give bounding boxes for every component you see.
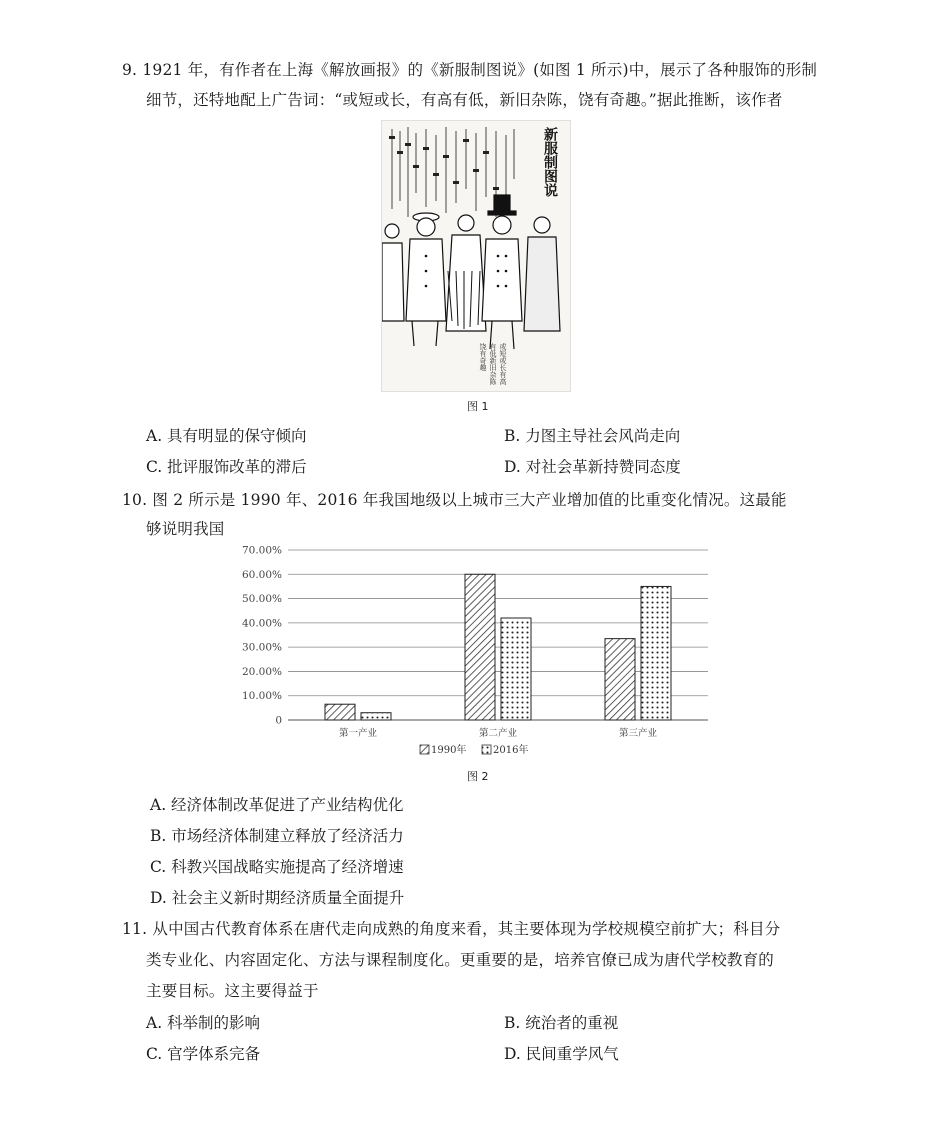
q11-stem-line3: 主要目标。这主要得益于: [146, 982, 319, 1000]
q11-option-a[interactable]: A. 科举制的影响: [146, 1014, 261, 1032]
bar-2016-3: [641, 586, 671, 720]
bar-2016-1: [361, 713, 391, 720]
figure-1-title: 新服制图说: [542, 127, 558, 197]
q10-option-b[interactable]: B. 市场经济体制建立释放了经济活力: [150, 827, 404, 845]
figure-1-caption: 图 1: [467, 400, 489, 413]
figure-2-caption: 图 2: [467, 770, 489, 783]
bar-2016-2: [501, 618, 531, 720]
legend-swatch-1990: [420, 745, 429, 754]
x-category-label: 第三产业: [618, 728, 658, 739]
legend-label-2016: 2016年: [493, 745, 529, 756]
q11-option-b[interactable]: B. 统治者的重视: [504, 1014, 619, 1032]
q10-stem-line2: 够说明我国: [146, 520, 225, 538]
y-tick-label: 30.00%: [241, 641, 282, 654]
q9-stem-line1: 9. 1921 年，有作者在上海《解放画报》的《新服制图说》(如图 1 所示)中，展示了各种服饰的形制: [122, 61, 818, 79]
q9-option-b[interactable]: B. 力图主导社会风尚走向: [504, 427, 681, 445]
q11-option-d[interactable]: D. 民间重学风气: [504, 1045, 619, 1063]
legend-label-1990: 1990年: [431, 745, 467, 756]
q10-option-a[interactable]: A. 经济体制改革促进了产业结构优化: [150, 796, 404, 814]
bar-1990-1: [325, 704, 355, 720]
y-tick-label: 0: [275, 714, 282, 727]
q10-option-c[interactable]: C. 科教兴国战略实施提高了经济增速: [150, 858, 404, 876]
q9-option-d[interactable]: D. 对社会革新持赞同态度: [504, 458, 681, 476]
figure-2-chart: [230, 540, 720, 760]
legend-swatch-2016: [482, 745, 491, 754]
figure-1-illustration: [381, 120, 571, 392]
bar-chart-svg: [230, 540, 720, 760]
q11-stem-line2: 类专业化、内容固定化、方法与课程制度化。更重要的是，培养官僚已成为唐代学校教育的: [146, 951, 775, 969]
y-tick-label: 10.00%: [241, 690, 282, 703]
bar-1990-2: [465, 574, 495, 720]
chart-legend: [420, 743, 528, 756]
q11-stem-line1: 11. 从中国古代教育体系在唐代走向成熟的角度来看，其主要体现为学校规模空前扩大；科目分: [122, 920, 781, 938]
q11-option-c[interactable]: C. 官学体系完备: [146, 1045, 261, 1063]
q10-stem-line1: 10. 图 2 所示是 1990 年、2016 年我国地级以上城市三大产业增加值的比重变化情况。这最能: [122, 491, 787, 509]
x-category-label: 第二产业: [478, 728, 518, 739]
q9-stem-line2: 细节，还特地配上广告词：“或短或长，有高有低，新旧杂陈，饶有奇趣。”据此推断，该作者: [146, 91, 783, 109]
y-tick-label: 70.00%: [241, 544, 282, 557]
q9-option-c[interactable]: C. 批评服饰改革的滞后: [146, 458, 307, 476]
q9-option-a[interactable]: A. 具有明显的保守倾向: [146, 427, 307, 445]
x-category-label: 第一产业: [338, 728, 378, 739]
y-tick-label: 40.00%: [241, 617, 282, 630]
q10-option-d[interactable]: D. 社会主义新时期经济质量全面提升: [150, 889, 405, 907]
y-tick-label: 60.00%: [241, 568, 282, 581]
bar-1990-3: [605, 639, 635, 720]
figure-1-note: 或短或长有高有低新旧杂陈饶有奇趣: [479, 343, 507, 385]
y-tick-label: 20.00%: [241, 665, 282, 678]
y-tick-label: 50.00%: [241, 593, 282, 606]
